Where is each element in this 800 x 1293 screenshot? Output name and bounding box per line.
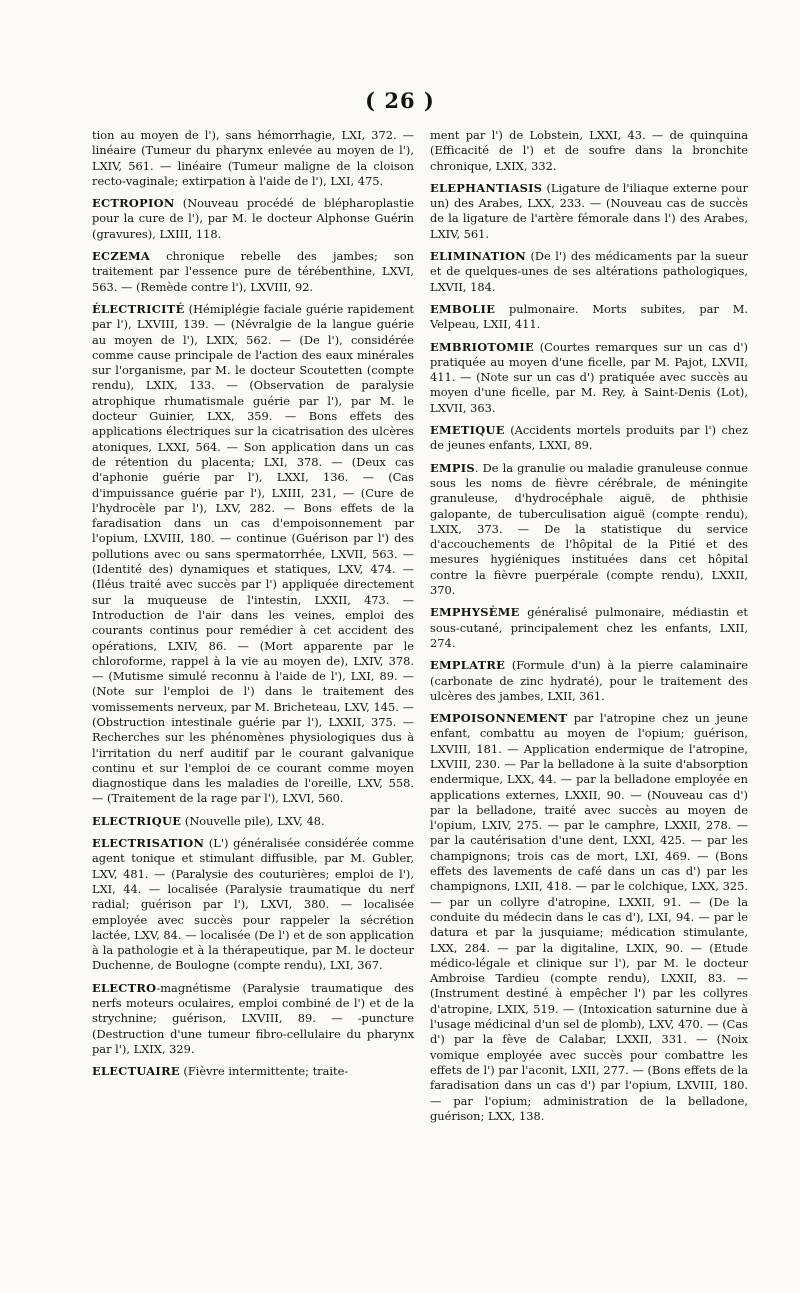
- index-entry: [92, 836, 414, 974]
- entry-headword: ELECTRISATION: [92, 836, 205, 851]
- entry-headword: ELEPHANTIASIS: [430, 180, 543, 195]
- entry-text: -magnétisme (Paralysie traumatique des nerfs moteurs oculaires, emploi combiné de l') et de la strychnine; guérison, LXVIII, 89. — -puncture (Destruction d'une tumeur fibro-cellulaire du pharynx par l'), LXIX, 329.: [92, 980, 414, 1056]
- entry-text: (Fièvre intermittente; traite-: [179, 1064, 349, 1079]
- index-entry: [430, 658, 748, 704]
- entry-text: tion au moyen de l'), sans hémorrhagie, LXI, 372. — linéaire (Tumeur du pharynx enlevée au moyen de l'), LXIV, 561. — linéaire (Tumeur maligne de la cloison recto-vaginale; extirpation à l'aide de l'), LXI, 475.: [92, 128, 414, 188]
- entry-text: (L') généralisée considérée comme agent tonique et stimulant diffusible, par M. Gubler, LXV, 481. — (Paralysie des couturières; emploi de l'), LXI, 44. — localisée (Paralysie traumatique du nerf radial; guérison par l'), LXVI, 380. — localisée employée avec succès pour rappeler la sécrétion lactée, LXV, 84. — localisée (De l') et de son application à la pathologie et à la thérapeutique, par M. le docteur Duchenne, de Boulogne (compte rendu), LXI, 367.: [92, 836, 414, 973]
- index-entry: [430, 302, 748, 333]
- page-number: ( 26 ): [365, 88, 435, 113]
- entry-headword: ECZEMA: [92, 249, 150, 264]
- entry-headword: EMBRIOTOMIE: [430, 339, 534, 354]
- entry-text: (Formule d'un) à la pierre calaminaire (carbonate de zinc hydraté), pour le traitement des ulcères des jambes, LXII, 361.: [430, 658, 748, 703]
- entry-headword: ELECTUAIRE: [92, 1064, 180, 1079]
- index-entry: [430, 128, 748, 174]
- index-entry: [430, 181, 748, 242]
- entry-headword: EMPHYSÈME: [430, 605, 520, 620]
- index-entry: [92, 1064, 414, 1079]
- index-entry: [92, 196, 414, 242]
- index-entry: [430, 423, 748, 454]
- index-entry: [92, 814, 414, 829]
- index-entry: [92, 128, 414, 189]
- entry-text: (De l') des médicaments par la sueur et de quelques-unes de ses altérations pathologiques, LXVII, 184.: [430, 249, 748, 294]
- entry-text: généralisé pulmonaire, médiastin et sous-cutané, principalement chez les enfants, LXII, 274.: [430, 605, 748, 650]
- index-entry: [430, 711, 748, 1124]
- index-entry: [430, 461, 748, 599]
- entry-headword: ELECTRIQUE: [92, 813, 182, 828]
- entry-headword: ELECTRO: [92, 980, 157, 995]
- entry-text: pulmonaire. Morts subites, par M. Velpeau, LXII, 411.: [430, 301, 748, 332]
- entry-text: chronique rebelle des jambes; son traitement par l'essence pure de térébenthine, LXVI, 563. — (Remède contre l'), LXVIII, 92.: [92, 249, 414, 294]
- entry-text: (Hémiplégie faciale guérie rapidement par l'), LXVIII, 139. — (Névralgie de la langue guérie au moyen de l'), LXIX, 562. — (De l'), considérée comme cause principale de l'action des eaux minérales sur l'organisme, par M. le docteur Scoutetten (compte rendu), LXIX, 133. — (Observation de paralysie atrophique rhumatismale guérie par l'), par M. le docteur Guinier, LXX, 359. — Bons effets des applications électriques sur la cicatrisation des ulcères atoniques, LXXI, 564. — Son application dans un cas de rétention du placenta; LXI, 378. — (Deux cas d'aphonie guérie par l'), LXXI, 136. — (Cas d'impuissance guérie par l'), LXIII, 231, — (Cure de l'hydrocèle par l'), LXV, 282. — Bons effets de la faradisation dans un cas d'empoisonnement par l'opium, LXVIII, 180. — continue (Guérison par l') des pollutions avec ou sans spermatorrhée, LXVII, 563. — (Identité des) dynamiques et statiques, LXV, 474. — (Iléus traité avec succès par l') appliquée directement sur la muqueuse de l'intestin, LXXII, 473. — Introduction de l'air dans les veines, emploi des courants continus pour remédier à cet accident des opérations, LXIV, 86. — (Mort apparente par le chloroforme, rappel à la vie au moyen de), LXIV, 378. — (Mutisme simulé reconnu à l'aide de l'), LXI, 89. — (Note sur l'emploi de l') dans le traitement des vomissements nerveux, par M. Bricheteau, LXV, 145. — (Obstruction intestinale guérie par l'), LXXII, 375. — Recherches sur les phénomènes physiologiques dus à l'irritation du nerf auditif par le courant galvanique continu et sur l'emploi de ce courant comme moyen diagnostique dans les maladies de l'oreille, LXV, 558. — (Traitement de la rage par l'), LXVI, 560.: [92, 301, 414, 806]
- entry-text: (Accidents mortels produits par l') chez de jeunes enfants, LXXI, 89.: [430, 423, 748, 453]
- left-column: [92, 128, 414, 1087]
- index-entry: [430, 605, 748, 651]
- entry-headword: ÉLECTRICITÉ: [92, 301, 185, 316]
- index-entry: [430, 340, 748, 416]
- entry-headword: EMPOISONNEMENT: [430, 711, 568, 726]
- entry-headword: ELIMINATION: [430, 249, 527, 264]
- index-entry: [92, 302, 414, 807]
- entry-text: par l'atropine chez un jeune enfant, combattu au moyen de l'opium; guérison, LXVIII, 181. — Application endermique de l'atropine, LXVIII, 230. — Par la belladone à la suite d'absorption endermique, LXX, 44. — par la belladone employée en applications externes, LXXII, 90. — (Nouveau cas d') par la belladone, traité avec succès au moyen de l'opium, LXIV, 275. — par le camphre, LXXII, 278. — par la cautérisation d'une dent, LXXI, 425. — par les champignons; trois cas de mort, LXI, 469. — (Bons effets des lavements de café dans un cas d') par les champignons, LXII, 418. — par le colchique, LXX, 325. — par un collyre d'atropine, LXXII, 91. — (De la conduite du médecin dans le cas d'), LXI, 94. — par le datura et par la jusquiame; médication stimulante, LXX, 284. — par la digitaline, LXIX, 90. — (Etude médico-légale et clinique sur l'), par M. le docteur Ambroise Tardieu (compte rendu), LXXII, 83. — (Instrument destiné à empêcher l') par les collyres d'atropine, LXIX, 519. — (Intoxication saturnine due à l'usage médicinal d'un sel de plomb), LXV, 470. — (Cas d') par la fève de Calabar, LXXII, 331. — (Noix vomique employée avec succès pour combattre les effets de l') par l'aconit, LXII, 277. — (Bons effets de la faradisation dans un cas d') par l'opium, LXVIII, 180. — par l'opium; administration de la belladone, guérison; LXX, 138.: [430, 711, 748, 1123]
- index-entry: [92, 249, 414, 295]
- entry-text: ment par l') de Lobstein, LXXI, 43. — de quinquina (Efficacité de l') et de soufre dans la bronchite chronique, LXIX, 332.: [430, 128, 748, 173]
- right-column: [430, 128, 748, 1131]
- entry-headword: EMPIS: [430, 460, 475, 475]
- entry-headword: EMBOLIE: [430, 301, 496, 316]
- entry-text: (Ligature de l'iliaque externe pour un) des Arabes, LXX, 233. — (Nouveau cas de succès de la ligature de l'artère fémorale dans l') des Arabes, LXIV, 561.: [430, 180, 748, 241]
- entry-headword: EMETIQUE: [430, 423, 505, 438]
- entry-text: . De la granulie ou maladie granuleuse connue sous les noms de fièvre cérébrale, de méningite granuleuse, d'hydrocéphale aiguë, de phthisie galopante, de tuberculisation aiguë (compte rendu), LXIX, 373. — De la statistique du service d'accouchements de l'hôpital de la Pitié et des mesures hygiéniques instituées dans cet hôpital contre la fièvre puerpérale (compte rendu), LXXII, 370.: [430, 460, 748, 598]
- index-entry: [430, 249, 748, 295]
- entry-headword: EMPLATRE: [430, 658, 506, 673]
- entry-text: (Courtes remarques sur un cas d') pratiquée au moyen d'une ficelle, par M. Pajot, LXVII, 411. — (Note sur un cas d') pratiquée avec succès au moyen d'une ficelle, par M. Rey, à Saint-Denis (Lot), LXVII, 363.: [430, 339, 748, 415]
- entry-text: (Nouveau procédé de blépharoplastie pour la cure de l'), par M. le docteur Alphonse Guérin (gravures), LXIII, 118.: [92, 196, 414, 241]
- entry-headword: ECTROPION: [92, 196, 175, 211]
- index-entry: [92, 981, 414, 1057]
- entry-text: (Nouvelle pile), LXV, 48.: [181, 813, 325, 828]
